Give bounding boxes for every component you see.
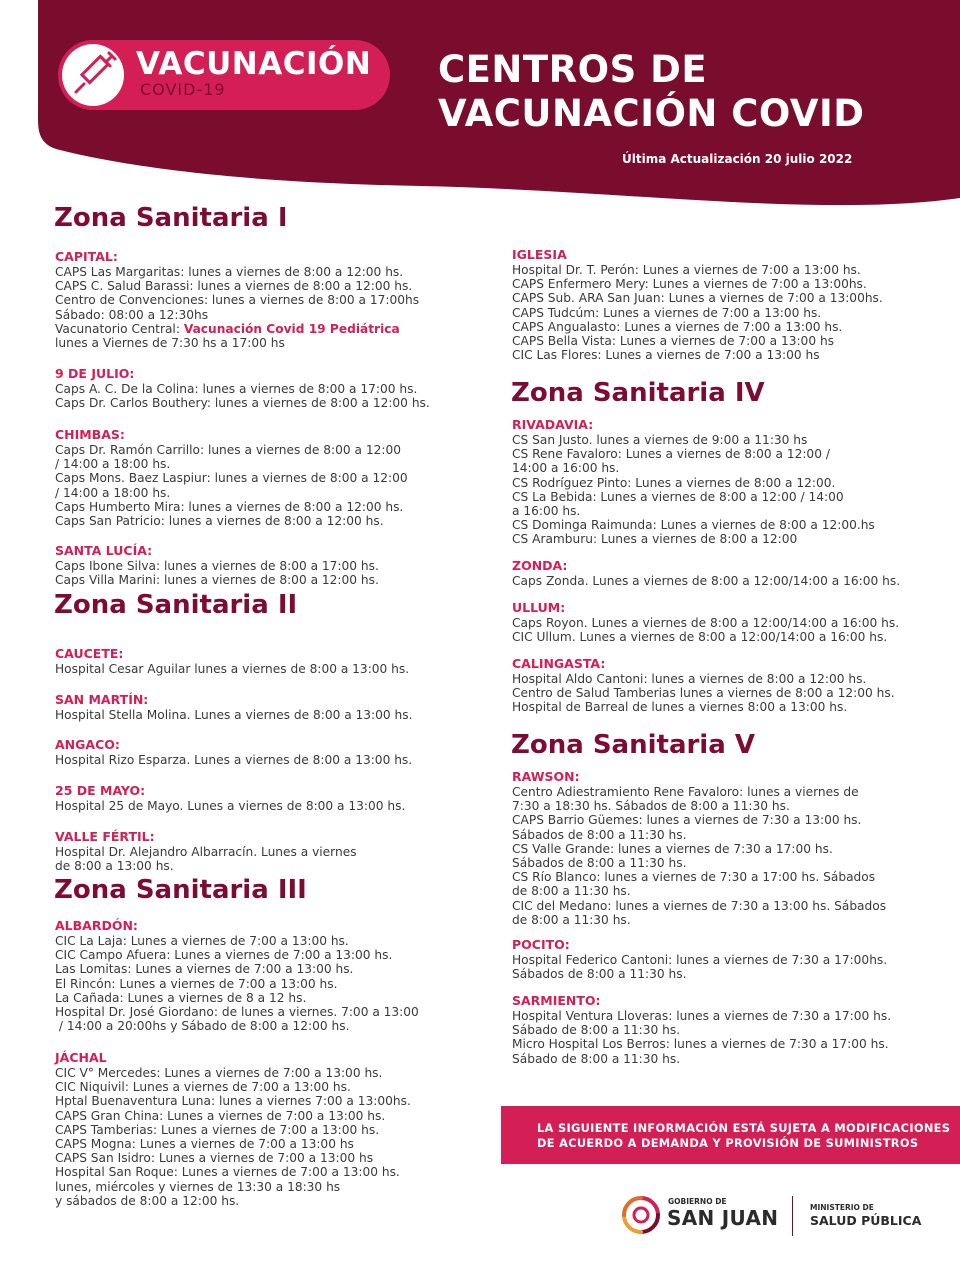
dept-ullum: ULLUM: Caps Royon. Lunes a viernes de 8:00 a 12:00/14:00 a 16:00 hs. CIC Ullum. Lunes a viernes de 8:00 a 12:00/14:00 a 16:00 hs.: [512, 600, 952, 644]
dept-label: SANTA LUCÍA:: [55, 543, 153, 558]
badge-title: VACUNACIÓN: [136, 46, 372, 82]
page-title-line1: CENTROS DE: [438, 48, 708, 91]
last-updated: Última Actualización 20 julio 2022: [622, 152, 853, 166]
zone-5-heading: Zona Sanitaria V: [511, 730, 755, 760]
san-juan-label: SAN JUAN: [667, 1206, 779, 1230]
dept-label: ANGACO:: [55, 737, 120, 752]
dept-iglesia: IGLESIA Hospital Dr. T. Perón: Lunes a viernes de 7:00 a 13:00 hs. CAPS Enfermero Mery: Lunes a viernes de 7:00 a 13:00hs. CAPS Sub. ARA San Juan: Lunes a viernes de 7:00 a 13:00hs. CAPS Tudcúm: Lunes a viernes de 7:00 a 13:00 hs. CAPS Angualasto: Lunes a viernes de 7:00 a 13:00 hs. CAPS Bella Vista: Lunes a viernes de 7:00 a 13:00 hs CIC Las Flores: Lunes a viernes de 7:00 a 13:00 hs: [512, 247, 952, 362]
dept-label: ULLUM:: [512, 600, 566, 615]
page-title-line2: VACUNACIÓN COVID: [438, 92, 865, 135]
dept-label: RIVADAVIA:: [512, 417, 594, 432]
header-banner: [0, 0, 960, 215]
dept-label: RAWSON:: [512, 769, 580, 784]
dept-label: VALLE FÉRTIL:: [55, 829, 155, 844]
ministerio-label: MINISTERIO DE: [810, 1203, 874, 1212]
center-name: CAPS Las Margaritas: [55, 265, 181, 279]
syringe-icon: [62, 44, 124, 106]
footer-divider: [792, 1196, 793, 1236]
sun-logo-icon: [620, 1194, 662, 1236]
center-name: CAPS C. Salud Barassi: [55, 279, 190, 294]
zone-3-heading: Zona Sanitaria III: [54, 875, 307, 905]
dept-albardon: ALBARDÓN: CIC La Laja: Lunes a viernes de 7:00 a 13:00 hs. CIC Campo Afuera: Lunes a viernes de 7:00 a 13:00 hs. Las Lomitas: Lunes a viernes de 7:00 a 13:00 hs. El Rincón: Lunes a viernes de 7:00 a 13:00 hs. La Cañada: Lunes a viernes de 8 a 12 hs. Hospital Dr. José Giordano: de lunes a viernes. 7:00 a 13:00 / 14:00 a 20:00hs y Sábado de 8:00 a 12:00 hs.: [55, 918, 495, 1033]
center-name: Centro de Convenciones: [55, 293, 204, 308]
dept-san-martin: SAN MARTÍN: Hospital Stella Molina. Lunes a viernes de 8:00 a 13:00 hs.: [55, 692, 495, 722]
dept-capital: CAPITAL: CAPS Las Margaritas: lunes a viernes de 8:00 a 12:00 hs. CAPS C. Salud Barassi: lunes a viernes de 8:00 a 12:00 hs. Centro de Convenciones: lunes a viernes de 8:00 a 17:00hs Sábado: 08:00 a 12:30hs Vacunatorio Central: Vacunación Covid 19 Pediátrica lunes a Viernes de 7:30 hs a 17:00 hs: [55, 249, 495, 350]
dept-label: 9 DE JULIO:: [55, 366, 135, 381]
dept-label: ALBARDÓN:: [55, 918, 138, 933]
dept-label: CAUCETE:: [55, 646, 124, 661]
dept-9-de-julio: 9 DE JULIO: Caps A. C. De la Colina: lunes a viernes de 8:00 a 17:00 hs. Caps Dr. Carlos Bouthery: lunes a viernes de 8:00 a 12:00 hs.: [55, 366, 495, 410]
dept-santa-lucia: SANTA LUCÍA: Caps Ibone Silva: lunes a viernes de 8:00 a 17:00 hs. Caps Villa Marini: lunes a viernes de 8:00 a 12:00 hs.: [55, 543, 495, 587]
dept-caucete: CAUCETE: Hospital Cesar Aguilar lunes a viernes de 8:00 a 13:00 hs.: [55, 646, 495, 676]
gobierno-label: GOBIERNO DE: [668, 1197, 727, 1206]
center-name: Vacunatorio Central: [55, 321, 176, 336]
dept-jachal: JÁCHAL CIC V° Mercedes: Lunes a viernes de 7:00 a 13:00 hs. CIC Niquivil: Lunes a viernes de 7:00 a 13:00 hs. Hptal Buenaventura Luna: lunes a viernes 7:00 a 13:00hs. CAPS Gran China: Lunes a viernes de 7:00 a 13:00 hs. CAPS Tamberias: Lunes a viernes de 7:00 a 13:00 hs. CAPS Mogna: Lunes a viernes de 7:00 a 13:00 hs CAPS San Isidro: Lunes a viernes de 7:00 a 13:00 hs Hospital San Roque: Lunes a viernes de 7:00 a 13:00 hs. lunes, miércoles y viernes de 13:30 a 18:30 hs y sábados de 8:00 a 12:00 hs.: [55, 1050, 495, 1208]
dept-label: POCITO:: [512, 937, 570, 952]
dept-label: 25 DE MAYO:: [55, 783, 146, 798]
dept-label: IGLESIA: [512, 247, 567, 262]
dept-rivadavia: RIVADAVIA: CS San Justo. lunes a viernes de 9:00 a 11:30 hs CS Rene Favaloro: Lunes a viernes de 8:00 a 12:00 / 14:00 a 16:00 hs. CS Rodríguez Pinto: Lunes a viernes de 8:00 a 12:00. CS La Bebida: Lunes a viernes de 8:00 a 12:00 / 14:00 a 16:00 hs. CS Dominga Raimunda: Lunes a viernes de 8:00 a 12:00.hs CS Aramburu: Lunes a viernes de 8:00 a 12:00: [512, 417, 952, 547]
dept-pocito: POCITO: Hospital Federico Cantoni: lunes a viernes de 7:30 a 17:00hs. Sábados de 8:00 a 11:30 hs.: [512, 937, 952, 981]
dept-label: CHIMBAS:: [55, 427, 125, 442]
dept-sarmiento: SARMIENTO: Hospital Ventura Lloveras: lunes a viernes de 7:30 a 17:00 hs. Sábado de 8:00 a 11:30 hs. Micro Hospital Los Berros: lunes a viernes de 7:30 a 17:00 hs. Sábado de 8:00 a 11:30 hs.: [512, 993, 952, 1066]
dept-rawson: RAWSON: Centro Adiestramiento Rene Favaloro: lunes a viernes de 7:30 a 18:30 hs. Sábados de 8:00 a 11:30 hs. CAPS Barrio Güemes: lunes a viernes de 7:30 a 13:00 hs. Sábados de 8:00 a 11:30 hs. CS Valle Grande: lunes a viernes de 7:30 a 17:00 hs. Sábados de 8:00 a 11:30 hs. CS Río Blanco: lunes a viernes de 7:30 a 17:00 hs. Sábados de 8:00 a 11:30 hs. CIC del Medano: lunes a viernes de 7:30 a 13:00 hs. Sábados de 8:00 a 11:30 hs.: [512, 769, 952, 927]
dept-angaco: ANGACO: Hospital Rizo Esparza. Lunes a viernes de 8:00 a 13:00 hs.: [55, 737, 495, 767]
dept-valle-fertil: VALLE FÉRTIL: Hospital Dr. Alejandro Albarracín. Lunes a viernes de 8:00 a 13:00 hs.: [55, 829, 495, 873]
disclaimer-line1: LA SIGUIENTE INFORMACIÓN ESTÁ SUJETA A MODIFICACIONES: [537, 1121, 951, 1135]
zone-2-heading: Zona Sanitaria II: [54, 590, 298, 620]
zone-1-heading: Zona Sanitaria I: [54, 203, 288, 233]
dept-25-de-mayo: 25 DE MAYO: Hospital 25 de Mayo. Lunes a viernes de 8:00 a 13:00 hs.: [55, 783, 495, 813]
disclaimer-line2: DE ACUERDO A DEMANDA Y PROVISIÓN DE SUMINISTROS: [537, 1136, 919, 1150]
dept-calingasta: CALINGASTA: Hospital Aldo Cantoni: lunes a viernes de 8:00 a 12:00 hs. Centro de Salud Tamberias lunes a viernes de 8:00 a 12:00 hs. Hospital de Barreal de lunes a viernes 8:00 a 13:00 hs.: [512, 656, 952, 715]
footer-logos: [620, 1192, 940, 1242]
dept-label: ZONDA:: [512, 558, 568, 573]
page-title: [438, 48, 865, 136]
dept-zonda: ZONDA: Caps Zonda. Lunes a viernes de 8:00 a 12:00/14:00 a 16:00 hs.: [512, 558, 952, 588]
dept-chimbas: CHIMBAS: Caps Dr. Ramón Carrillo: lunes a viernes de 8:00 a 12:00 / 14:00 a 18:00 hs. Caps Mons. Baez Laspiur: lunes a viernes de 8:00 a 12:00 / 14:00 a 18:00 hs. Caps Humberto Mira: lunes a viernes de 8:00 a 12:00 hs. Caps San Patricio: lunes a viernes de 8:00 a 12:00 hs.: [55, 427, 495, 528]
vaccination-badge: [58, 40, 390, 110]
dept-label: CALINGASTA:: [512, 656, 606, 671]
badge-subtitle: COVID-19: [140, 80, 226, 99]
zone-4-heading: Zona Sanitaria IV: [511, 378, 765, 408]
disclaimer-box: [501, 1106, 960, 1164]
pediatric-highlight: Vacunación Covid 19 Pediátrica: [183, 321, 400, 336]
dept-label: JÁCHAL: [55, 1050, 107, 1065]
dept-label: SAN MARTÍN:: [55, 692, 149, 707]
salud-publica-label: SALUD PÚBLICA: [810, 1213, 922, 1228]
dept-label: CAPITAL:: [55, 249, 118, 264]
dept-label: SARMIENTO:: [512, 993, 601, 1008]
